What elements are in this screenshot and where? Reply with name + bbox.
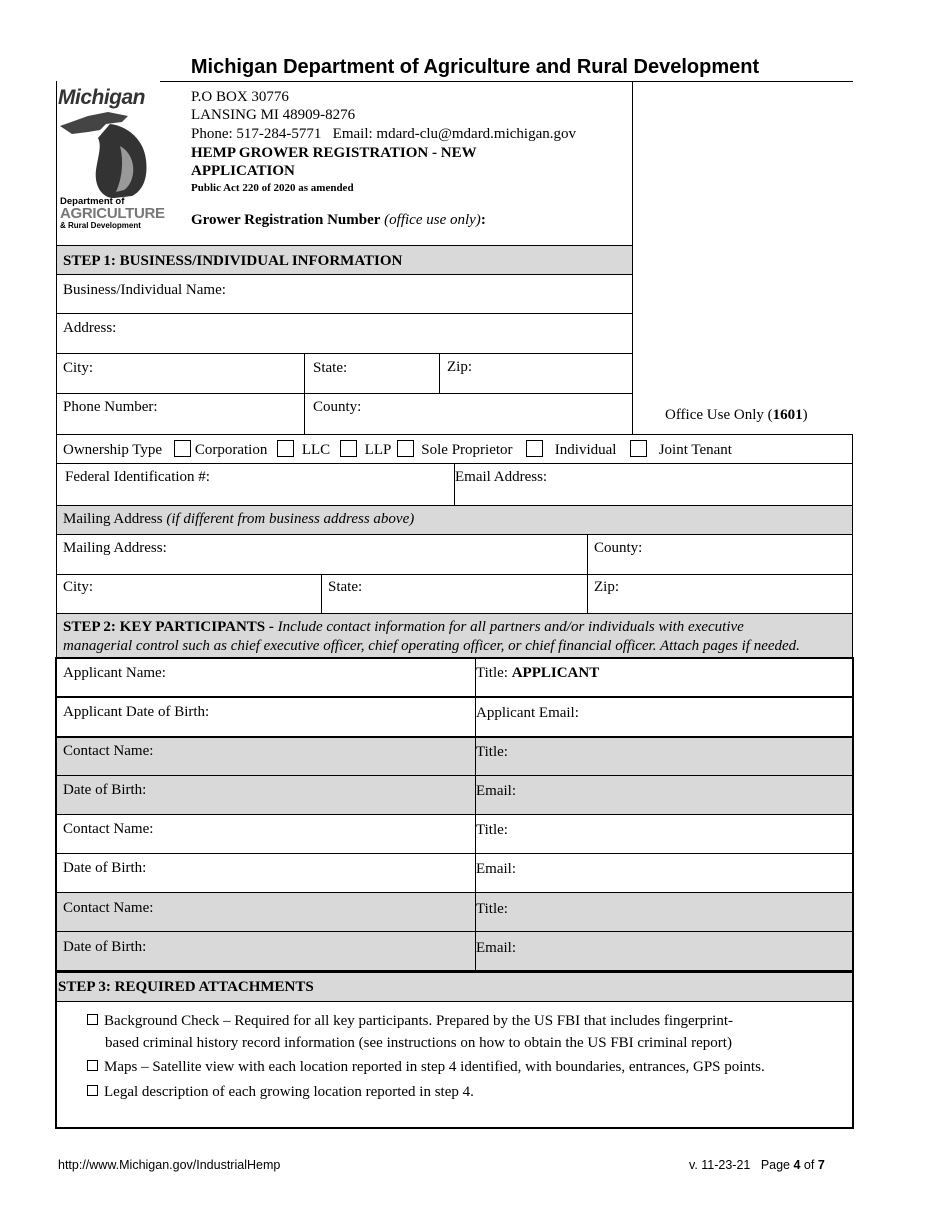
attachment-maps: Maps – Satellite view with each location reported in step 4 identified, with boundaries, entrances, GPS points. <box>87 1059 765 1076</box>
contact-dob-field[interactable]: Date of Birth: <box>63 939 147 955</box>
contact-email-field[interactable]: Email: <box>476 861 516 877</box>
mailing-state-field[interactable]: State: <box>328 579 363 595</box>
llp-checkbox[interactable] <box>340 440 357 457</box>
background-check-checkbox[interactable] <box>87 1014 98 1025</box>
page-title: Michigan Department of Agriculture and Rural Development <box>190 56 760 78</box>
step1-heading: STEP 1: BUSINESS/INDIVIDUAL INFORMATION <box>63 253 403 269</box>
mailing-county-field[interactable]: County: <box>594 540 643 556</box>
contact-dob-field[interactable]: Date of Birth: <box>63 782 147 798</box>
attachment-legal-description: Legal description of each growing location reported in step 4. <box>87 1084 474 1101</box>
contact-line <box>191 126 576 143</box>
maps-checkbox[interactable] <box>87 1060 98 1071</box>
applicant-dob-field[interactable]: Applicant Date of Birth: <box>63 704 210 720</box>
contact-name-field[interactable]: Contact Name: <box>63 900 154 916</box>
phone-text: Phone: 517-284-5771 <box>191 126 322 142</box>
contact-title-field[interactable]: Title: <box>476 822 508 838</box>
office-use-only: Office Use Only (1601) <box>665 407 808 423</box>
llc-checkbox[interactable] <box>277 440 294 457</box>
footer-page-info: v. 11-23-21 Page 4 of 7 <box>689 1158 825 1172</box>
step2-heading: STEP 2: KEY PARTICIPANTS - Include contact information for all partners and/or individuals with executive managerial control such as chief executive officer, chief operating officer, or chief financial officer. Attach pages if needed. <box>63 619 800 654</box>
mailing-zip-field[interactable]: Zip: <box>594 579 619 595</box>
step3-heading: STEP 3: REQUIRED ATTACHMENTS <box>58 979 314 995</box>
grower-registration-number: Grower Registration Number (office use only): <box>191 212 486 228</box>
federal-id-field[interactable]: Federal Identification #: <box>65 469 210 485</box>
contact-email-field[interactable]: Email: <box>476 783 516 799</box>
form-title-line-2: APPLICATION <box>191 163 295 179</box>
contact-title-field[interactable]: Title: <box>476 901 508 917</box>
corporation-checkbox[interactable] <box>174 440 191 457</box>
public-act: Public Act 220 of 2020 as amended <box>191 182 354 194</box>
mailing-city-field[interactable]: City: <box>63 579 94 595</box>
mailing-address-heading: Mailing Address (if different from business address above) <box>63 511 415 527</box>
mailing-address-field[interactable]: Mailing Address: <box>63 540 167 556</box>
joint-tenant-checkbox[interactable] <box>630 440 647 457</box>
email-text: Email: mdard-clu@mdard.michigan.gov <box>332 126 577 142</box>
applicant-title-field: Title: APPLICANT <box>476 665 600 681</box>
ownership-type-row: Ownership Type Corporation LLC LLP Sole Proprietor Individual Joint Tenant <box>63 442 732 458</box>
state-field[interactable]: State: <box>313 360 348 376</box>
contact-email-field[interactable]: Email: <box>476 940 516 956</box>
email-address-field[interactable]: Email Address: <box>455 469 548 485</box>
city-field[interactable]: City: <box>63 360 94 376</box>
individual-checkbox[interactable] <box>526 440 543 457</box>
county-field[interactable]: County: <box>313 399 362 415</box>
legal-description-checkbox[interactable] <box>87 1085 98 1096</box>
sole-proprietor-checkbox[interactable] <box>397 440 414 457</box>
contact-name-field[interactable]: Contact Name: <box>63 821 154 837</box>
zip-field[interactable]: Zip: <box>447 359 472 375</box>
business-name-field[interactable]: Business/Individual Name: <box>63 282 226 298</box>
form-title-line-1: HEMP GROWER REGISTRATION - NEW <box>191 145 477 161</box>
phone-field[interactable]: Phone Number: <box>63 399 158 415</box>
address-line-2: LANSING MI 48909-8276 <box>191 107 356 123</box>
contact-dob-field[interactable]: Date of Birth: <box>63 860 147 876</box>
contact-title-field[interactable]: Title: <box>476 744 508 760</box>
attachment-background-check: Background Check – Required for all key participants. Prepared by the US FBI that includes fingerprint- based criminal history record information (see instructions on how to obtain the US FBI criminal report) <box>87 1010 733 1054</box>
applicant-email-field[interactable]: Applicant Email: <box>476 705 579 721</box>
mdard-logo: Michigan Department of AGRICULTURE & Rural Development <box>58 86 165 230</box>
footer-url[interactable]: http://www.Michigan.gov/IndustrialHemp <box>58 1158 281 1172</box>
applicant-name-field[interactable]: Applicant Name: <box>63 665 166 681</box>
address-field[interactable]: Address: <box>63 320 117 336</box>
contact-name-field[interactable]: Contact Name: <box>63 743 154 759</box>
address-line-1: P.O BOX 30776 <box>191 89 289 105</box>
